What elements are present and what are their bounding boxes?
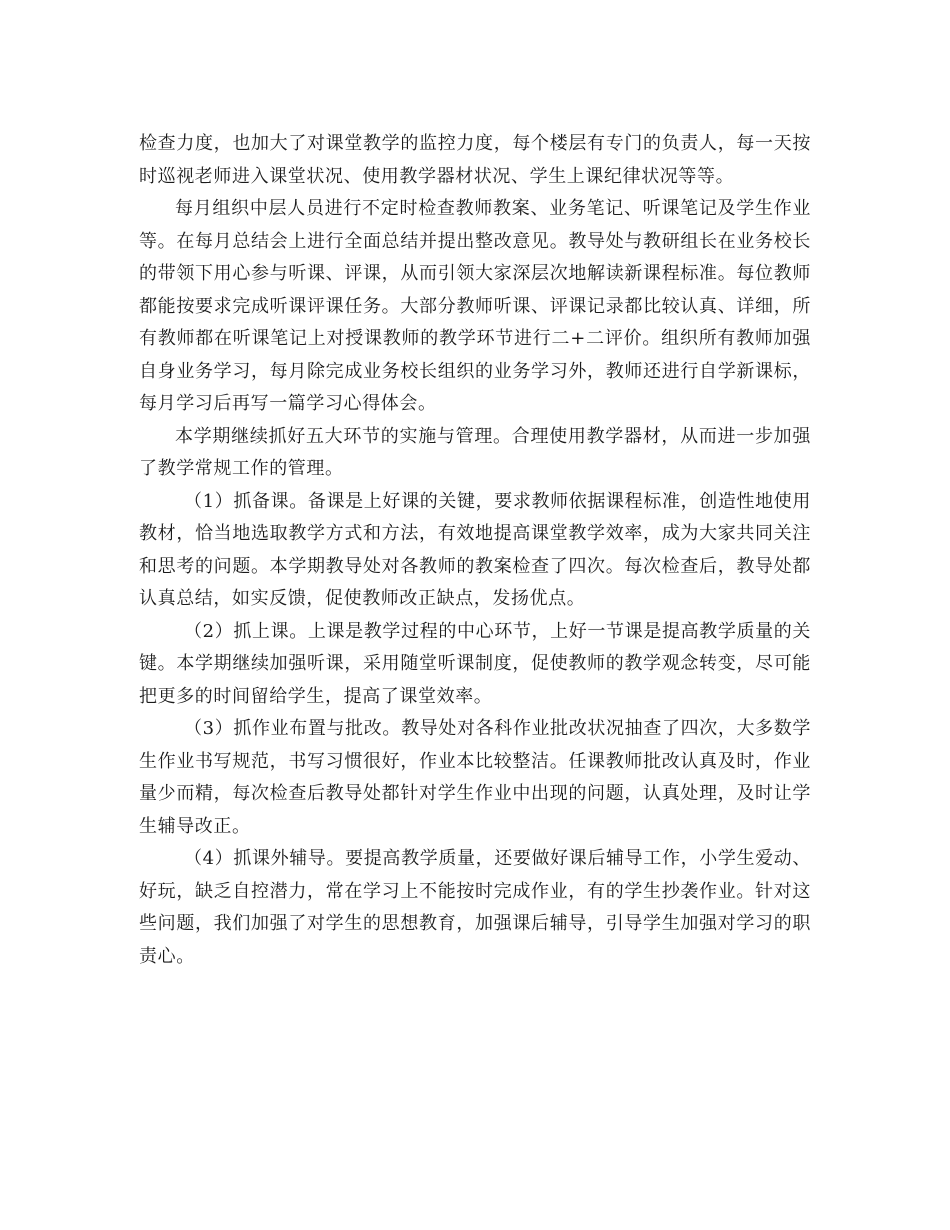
document-body [139, 128, 811, 973]
paragraph-inspection-continued: 检查力度，也加大了对课堂教学的监控力度，每个楼层有专门的负责人，每一天按时巡视老师进入课堂状况、使用教学器材状况、学生上课纪律状况等等。 [139, 133, 811, 187]
paragraph-lesson-prep: （1）抓备课。备课是上好课的关键，要求教师依据课程标准，创造性地使用教材，恰当地选取教学方式和方法，有效地提高课堂教学效率，成为大家共同关注和思考的问题。本学期教导处对各教师的教案检查了四次。每次检查后，教导处都认真总结，如实反馈，促使教师改正缺点，发扬优点。 [139, 490, 811, 609]
paragraph-homework: （3）抓作业布置与批改。教导处对各科作业批改状况抽查了四次，大多数学生作业书写规范，书写习惯很好，作业本比较整洁。任课教师批改认真及时，作业量少而精，每次检查后教导处都针对学生作业中出现的问题，认真处理，及时让学生辅导改正。 [139, 718, 811, 837]
paragraph-tutoring: （4）抓课外辅导。要提高教学质量，还要做好课后辅导工作，小学生爱动、好玩，缺乏自控潜力，常在学习上不能按时完成作业，有的学生抄袭作业。针对这些问题，我们加强了对学生的思想教育，加强课后辅导，引导学生加强对学习的职责心。 [139, 848, 811, 967]
paragraph-five-links: 本学期继续抓好五大环节的实施与管理。合理使用教学器材，从而进一步加强了教学常规工作的管理。 [139, 425, 811, 479]
paragraph-monthly-checks: 每月组织中层人员进行不定时检查教师教案、业务笔记、听课笔记及学生作业等。在每月总结会上进行全面总结并提出整改意见。教导处与教研组长在业务校长的带领下用心参与听课、评课，从而引领大家深层次地解读新课程标准。每位教师都能按要求完成听课评课任务。大部分教师听课、评课记录都比较认真、详细，所有教师都在听课笔记上对授课教师的教学环节进行二+二评价。组织所有教师加强自身业务学习，每月除完成业务校长组织的业务学习外，教师还进行自学新课标，每月学习后再写一篇学习心得体会。 [139, 198, 811, 414]
paragraph-classes: （2）抓上课。上课是教学过程的中心环节，上好一节课是提高教学质量的关键。本学期继续加强听课，采用随堂听课制度，促使教师的教学观念转变，尽可能把更多的时间留给学生，提高了课堂效率。 [139, 620, 811, 707]
